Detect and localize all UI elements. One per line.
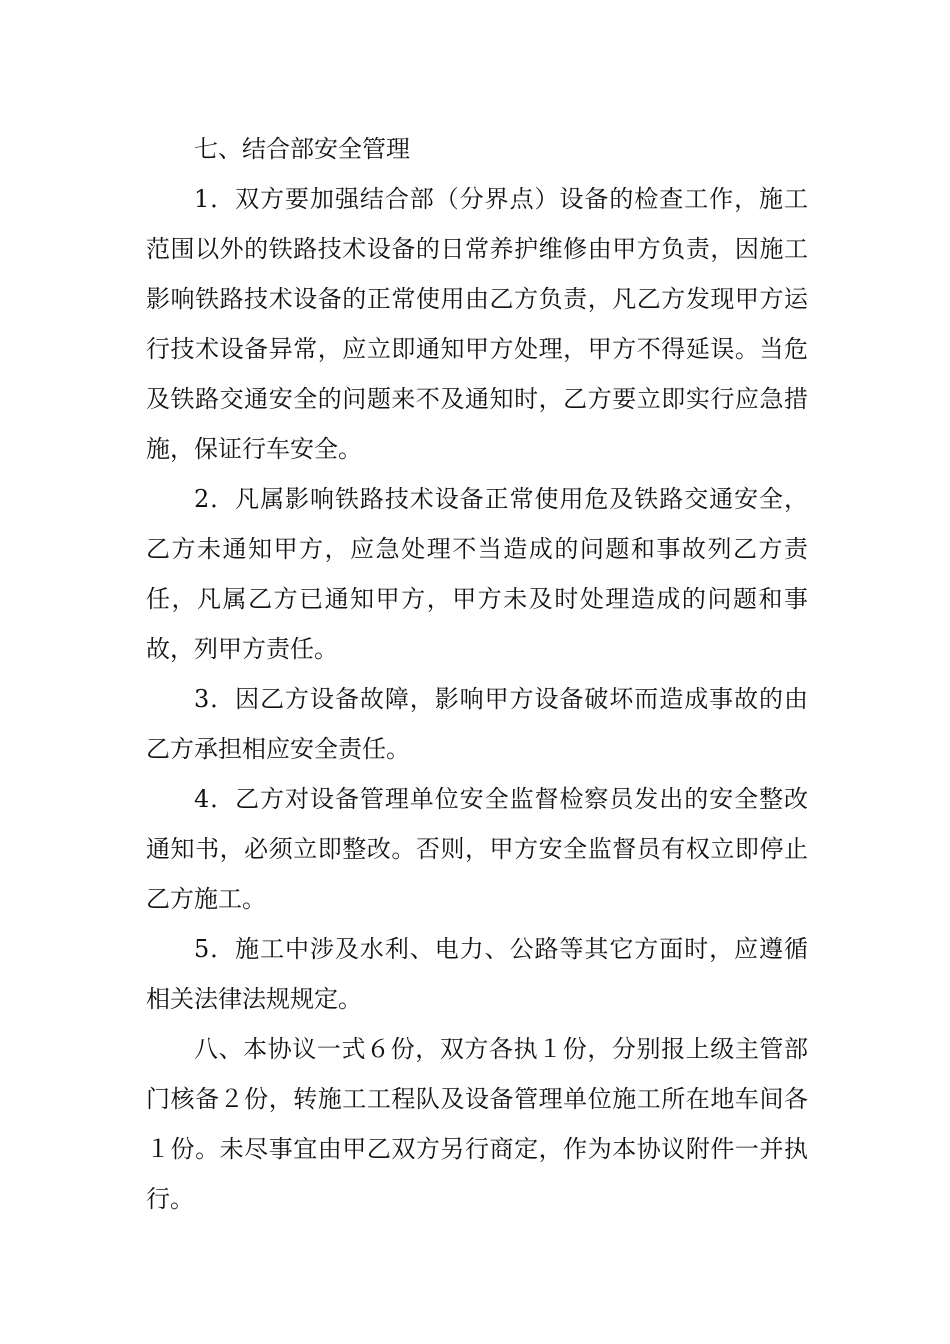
clause-7-2: 2．凡属影响铁路技术设备正常使用危及铁路交通安全，乙方未通知甲方，应急处理不当造成的问题和事故列乙方责任，凡属乙方已通知甲方，甲方未及时处理造成的问题和事故，列甲方责任。 <box>146 485 808 663</box>
clause-7-4: 4．乙方对设备管理单位安全监督检察员发出的安全整改通知书，必须立即整改。否则，甲方安全监督员有权立即停止乙方施工。 <box>146 785 808 913</box>
document-body <box>146 124 808 1224</box>
clause-7-1: 1．双方要加强结合部（分界点）设备的检查工作，施工范围以外的铁路技术设备的日常养护维修由甲方负责，因施工影响铁路技术设备的正常使用由乙方负责，凡乙方发现甲方运行技术设备异常，应立即通知甲方处理，甲方不得延误。当危及铁路交通安全的问题来不及通知时，乙方要立即实行应急措施，保证行车安全。 <box>146 185 808 463</box>
section-8-paragraph: 八、本协议一式６份，双方各执１份，分别报上级主管部门核备２份，转施工工程队及设备管理单位施工所在地车间各１份。未尽事宜由甲乙双方另行商定，作为本协议附件一并执行。 <box>146 1035 808 1213</box>
clause-7-5: 5．施工中涉及水利、电力、公路等其它方面时，应遵循相关法律法规规定。 <box>146 935 808 1013</box>
section-heading-7: 七、结合部安全管理 <box>194 135 410 163</box>
clause-7-3: 3．因乙方设备故障，影响甲方设备破坏而造成事故的由乙方承担相应安全责任。 <box>146 685 808 763</box>
